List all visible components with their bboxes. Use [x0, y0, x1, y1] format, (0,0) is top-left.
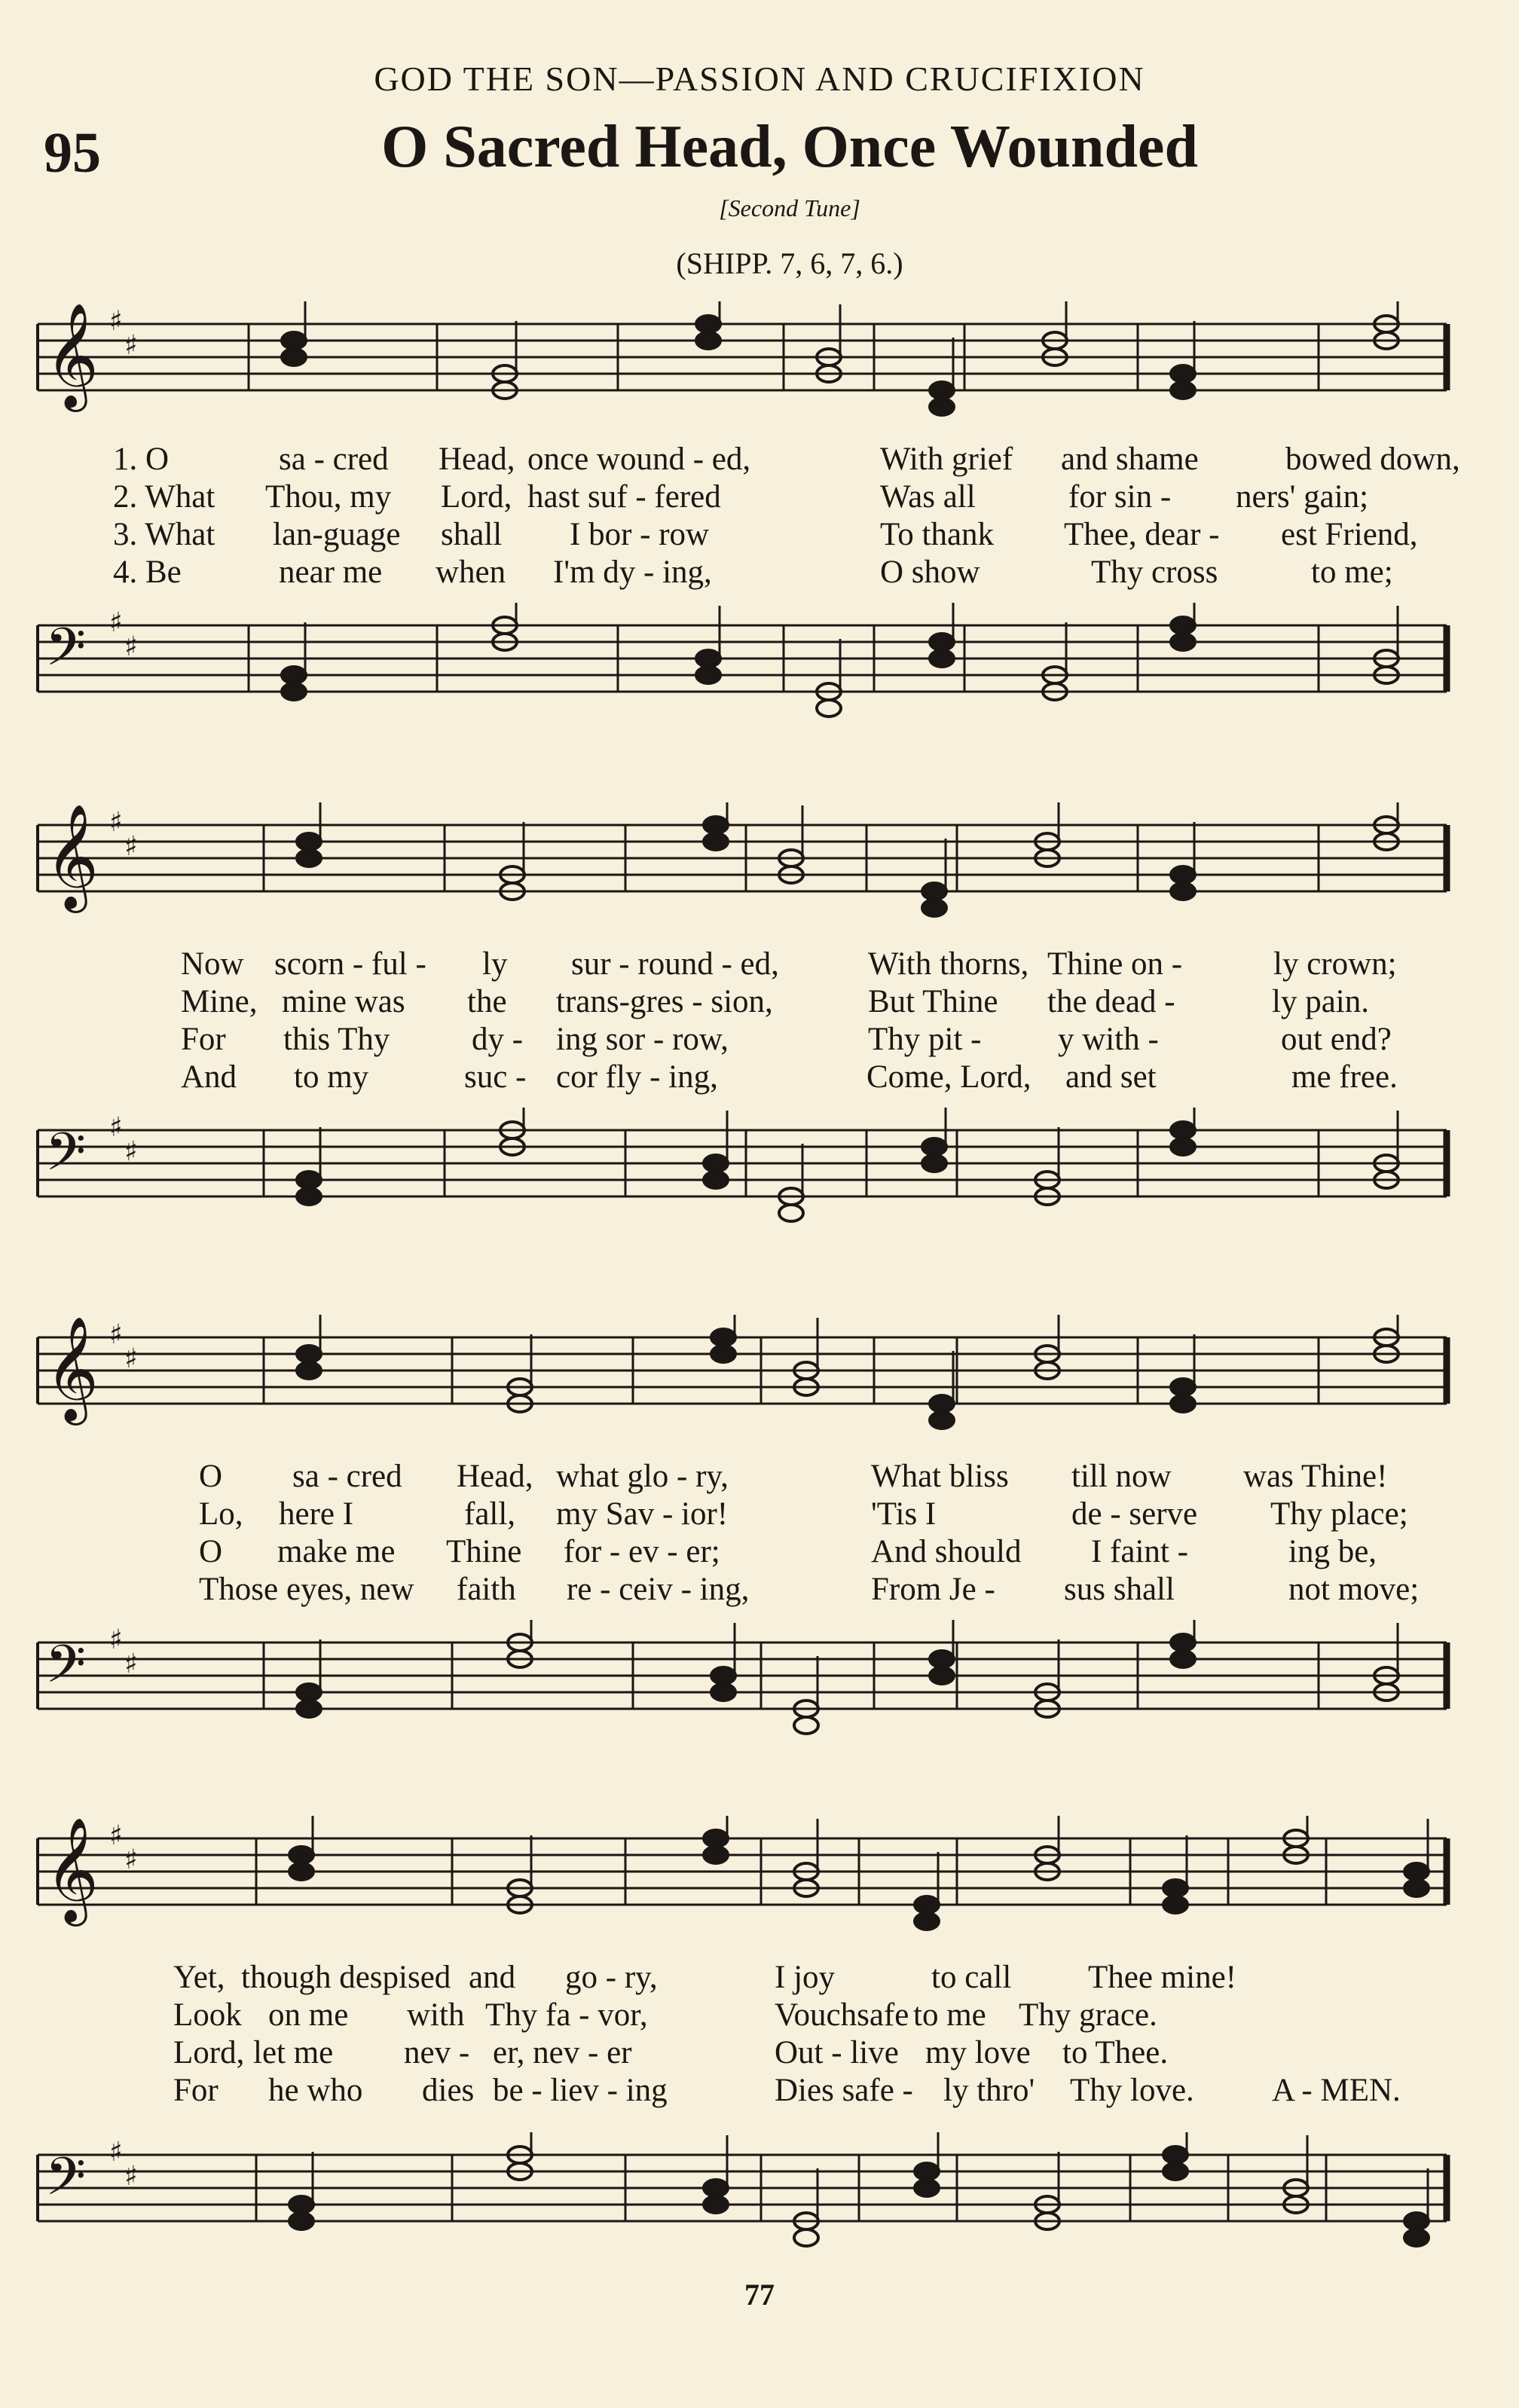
lyric-syllable: eyes, new — [286, 1572, 414, 1607]
lyric-syllable: near me — [279, 555, 383, 590]
verse-line — [0, 478, 1519, 516]
lyric-syllable: trans-gres - sion, — [556, 984, 773, 1019]
lyric-syllable: mine was — [282, 984, 405, 1019]
lyric-syllable: To thank — [880, 517, 995, 552]
lyric-syllable: and shame — [1061, 442, 1199, 477]
lyric-syllable: though despised — [241, 1960, 451, 1995]
lyric-syllable: With grief — [880, 442, 1013, 477]
lyric-syllable: suc - — [464, 1059, 527, 1095]
lyric-syllable: Yet, — [173, 1960, 225, 1995]
lyric-syllable: ing be, — [1288, 1534, 1377, 1569]
verse-line — [0, 516, 1519, 554]
lyric-syllable: Lord, — [173, 2035, 245, 2070]
lyric-syllable: ly — [482, 946, 508, 982]
lyric-syllable: with — [407, 1997, 465, 2033]
svg-text:♯: ♯ — [109, 1319, 123, 1350]
lyric-syllable: to me — [913, 1997, 986, 2033]
lyric-syllable: Those — [199, 1572, 279, 1607]
svg-text:♯: ♯ — [109, 2137, 123, 2168]
lyric-syllable: me free. — [1291, 1059, 1398, 1095]
lyric-syllable: he who — [268, 2073, 363, 2108]
svg-text:𝄞: 𝄞 — [45, 303, 99, 408]
svg-text:♯: ♯ — [109, 807, 123, 838]
lyric-syllable: to me; — [1311, 555, 1393, 590]
svg-text:♯: ♯ — [109, 306, 123, 337]
verse-line — [0, 2034, 1519, 2072]
lyric-syllable: Dies safe - — [775, 2073, 913, 2108]
verse-line — [0, 1959, 1519, 1997]
lyric-syllable: nev - — [404, 2035, 470, 2070]
lyric-syllable: to my — [294, 1059, 369, 1095]
svg-text:♯: ♯ — [124, 1343, 138, 1374]
lyric-syllable: O show — [880, 555, 980, 590]
bass-staff-system-2 — [0, 1108, 1519, 1243]
lyric-syllable: And — [181, 1059, 237, 1095]
lyric-syllable: 1. O — [113, 442, 170, 477]
lyric-syllable: I joy — [775, 1960, 836, 1995]
lyric-syllable: Head, — [457, 1459, 533, 1494]
svg-text:𝄢: 𝄢 — [45, 616, 87, 690]
lyric-syllable: sa - cred — [292, 1459, 402, 1494]
lyric-syllable: lan-guage — [273, 517, 401, 552]
lyric-syllable: re - ceiv - ing, — [567, 1572, 750, 1607]
lyric-syllable: I bor - row — [570, 517, 710, 552]
lyric-syllable: Thine — [446, 1534, 522, 1569]
lyric-syllable: Thy pit - — [868, 1022, 982, 1057]
lyric-syllable: cor fly - ing, — [556, 1059, 718, 1095]
lyric-syllable: ly thro' — [943, 2073, 1035, 2108]
svg-text:𝄢: 𝄢 — [45, 1121, 87, 1195]
lyric-syllable: I faint - — [1091, 1534, 1188, 1569]
lyric-syllable: For — [173, 2073, 219, 2108]
lyric-syllable: make me — [277, 1534, 396, 1569]
hymn-number: 95 — [44, 121, 101, 185]
verse-line — [0, 1059, 1519, 1096]
verse-line — [0, 1571, 1519, 1609]
lyric-syllable: O — [199, 1534, 223, 1569]
svg-text:♯: ♯ — [124, 631, 138, 662]
lyric-syllable: est Friend, — [1281, 517, 1418, 552]
section-heading: GOD THE SON—PASSION AND CRUCIFIXION — [374, 60, 1145, 98]
lyric-syllable: to call — [931, 1960, 1012, 1995]
lyric-syllable: Thee, dear - — [1064, 517, 1220, 552]
lyric-syllable: ly pain. — [1272, 984, 1369, 1019]
svg-text:♯: ♯ — [109, 1624, 123, 1655]
lyric-syllable: Thou, my — [265, 479, 392, 515]
lyric-syllable: Now — [181, 946, 244, 982]
verse-line — [0, 441, 1519, 478]
lyric-syllable: ly crown; — [1273, 946, 1397, 982]
lyric-syllable: 3. What — [113, 517, 215, 552]
verse-line — [0, 1997, 1519, 2034]
lyric-syllable: I'm dy - ing, — [553, 555, 712, 590]
lyric-syllable: 'Tis I — [871, 1496, 937, 1532]
lyric-syllable: fall, — [464, 1496, 516, 1532]
lyric-syllable: this Thy — [283, 1022, 390, 1057]
lyric-syllable: and set — [1065, 1059, 1157, 1095]
svg-text:♯: ♯ — [124, 831, 138, 862]
svg-text:𝄞: 𝄞 — [45, 804, 99, 909]
lyric-syllable: Thy place; — [1270, 1496, 1408, 1532]
lyric-syllable: Thy fa - vor, — [485, 1997, 648, 2033]
lyric-syllable: shall — [441, 517, 503, 552]
lyric-syllable: bowed down, — [1285, 442, 1460, 477]
lyric-syllable: once wound - ed, — [527, 442, 751, 477]
svg-text:𝄞: 𝄞 — [45, 1817, 99, 1922]
verse-line — [0, 2072, 1519, 2110]
lyric-syllable: ing sor - row, — [556, 1022, 729, 1057]
lyric-syllable: 4. Be — [113, 555, 182, 590]
lyric-syllable: Look — [173, 1997, 242, 2033]
svg-text:♯: ♯ — [124, 1136, 138, 1167]
lyric-syllable: dies — [422, 2073, 475, 2108]
lyric-syllable: out end? — [1281, 1022, 1392, 1057]
lyric-syllable: Thy love. — [1070, 2073, 1194, 2108]
lyric-syllable: sur - round - ed, — [571, 946, 779, 982]
svg-text:♯: ♯ — [124, 1649, 138, 1679]
lyric-syllable: Thy cross — [1091, 555, 1218, 590]
lyric-syllable: And should — [871, 1534, 1022, 1569]
lyric-syllable: for sin - — [1068, 479, 1172, 515]
lyric-syllable: be - liev - ing — [493, 2073, 668, 2108]
bass-staff-system-3 — [0, 1620, 1519, 1756]
lyric-syllable: my love — [925, 2035, 1031, 2070]
lyric-syllable: O — [199, 1459, 223, 1494]
lyric-syllable: when — [436, 555, 506, 590]
treble-staff-system-3 — [0, 1315, 1519, 1450]
lyric-syllable: Vouchsafe — [775, 1997, 909, 2033]
svg-text:𝄞: 𝄞 — [45, 1316, 99, 1421]
lyric-syllable: 2. What — [113, 479, 215, 515]
verse-line — [0, 983, 1519, 1021]
lyric-syllable: de - serve — [1071, 1496, 1198, 1532]
lyric-syllable: Thine on - — [1047, 946, 1183, 982]
svg-text:𝄢: 𝄢 — [45, 2146, 87, 2220]
lyric-syllable: my Sav - ior! — [556, 1496, 729, 1532]
lyric-syllable: Thy grace. — [1019, 1997, 1157, 2033]
lyric-syllable: and — [469, 1960, 516, 1995]
lyric-syllable: was Thine! — [1243, 1459, 1388, 1494]
lyric-syllable: go - ry, — [565, 1960, 658, 1995]
bass-staff-system-1 — [0, 603, 1519, 738]
lyric-syllable: Lo, — [199, 1496, 243, 1532]
lyric-syllable: y with - — [1058, 1022, 1159, 1057]
svg-text:♯: ♯ — [124, 1844, 138, 1875]
lyric-syllable: What bliss — [871, 1459, 1009, 1494]
lyric-syllable: er, nev - er — [493, 2035, 632, 2070]
lyric-syllable: for - ev - er; — [564, 1534, 720, 1569]
lyric-syllable: what glo - ry, — [556, 1459, 729, 1494]
lyric-syllable: to Thee. — [1062, 2035, 1169, 2070]
tune-note: [Second Tune] — [719, 194, 860, 222]
verse-line — [0, 1458, 1519, 1496]
verse-line — [0, 1533, 1519, 1571]
amen: A - MEN. — [1272, 2073, 1401, 2108]
treble-staff-system-2 — [0, 802, 1519, 938]
lyric-syllable: Head, — [439, 442, 515, 477]
lyric-syllable: Thee mine! — [1088, 1960, 1236, 1995]
lyric-syllable: dy - — [472, 1022, 524, 1057]
lyric-syllable: hast suf - fered — [527, 479, 721, 515]
lyric-syllable: faith — [457, 1572, 516, 1607]
lyric-syllable: here I — [279, 1496, 354, 1532]
lyric-syllable: scorn - ful - — [274, 946, 426, 982]
lyric-syllable: on me — [268, 1997, 349, 2033]
lyric-syllable: Come, Lord, — [866, 1059, 1032, 1095]
lyric-syllable: Lord, — [441, 479, 512, 515]
lyric-syllable: the dead - — [1047, 984, 1175, 1019]
lyric-syllable: But Thine — [868, 984, 998, 1019]
lyric-syllable: sa - cred — [279, 442, 389, 477]
verse-line — [0, 1496, 1519, 1533]
treble-staff-system-4 — [0, 1816, 1519, 1951]
tune-meter: (SHIPP. 7, 6, 7, 6.) — [676, 246, 903, 280]
svg-text:♯: ♯ — [109, 1820, 123, 1851]
lyric-syllable: sus shall — [1064, 1572, 1175, 1607]
svg-text:♯: ♯ — [109, 607, 123, 638]
lyric-syllable: For — [181, 1022, 226, 1057]
lyric-syllable: let me — [253, 2035, 334, 2070]
lyric-syllable: From Je - — [871, 1572, 995, 1607]
svg-text:♯: ♯ — [124, 330, 138, 361]
treble-staff-system-1 — [0, 301, 1519, 437]
svg-text:♯: ♯ — [109, 1112, 123, 1143]
bass-staff-system-4 — [0, 2132, 1519, 2268]
verse-line — [0, 946, 1519, 983]
page-number: 77 — [744, 2278, 775, 2312]
verse-line — [0, 554, 1519, 591]
lyric-syllable: With thorns, — [868, 946, 1029, 982]
lyric-syllable: Was all — [880, 479, 976, 515]
lyric-syllable: not move; — [1288, 1572, 1420, 1607]
verse-line — [0, 1021, 1519, 1059]
svg-text:𝄢: 𝄢 — [45, 1633, 87, 1707]
lyric-syllable: Out - live — [775, 2035, 899, 2070]
svg-text:♯: ♯ — [124, 2161, 138, 2192]
lyric-syllable: the — [467, 984, 507, 1019]
lyric-syllable: Mine, — [181, 984, 258, 1019]
hymn-title: O Sacred Head, Once Wounded — [381, 114, 1198, 180]
lyric-syllable: ners' gain; — [1236, 479, 1369, 515]
lyric-syllable: till now — [1071, 1459, 1172, 1494]
